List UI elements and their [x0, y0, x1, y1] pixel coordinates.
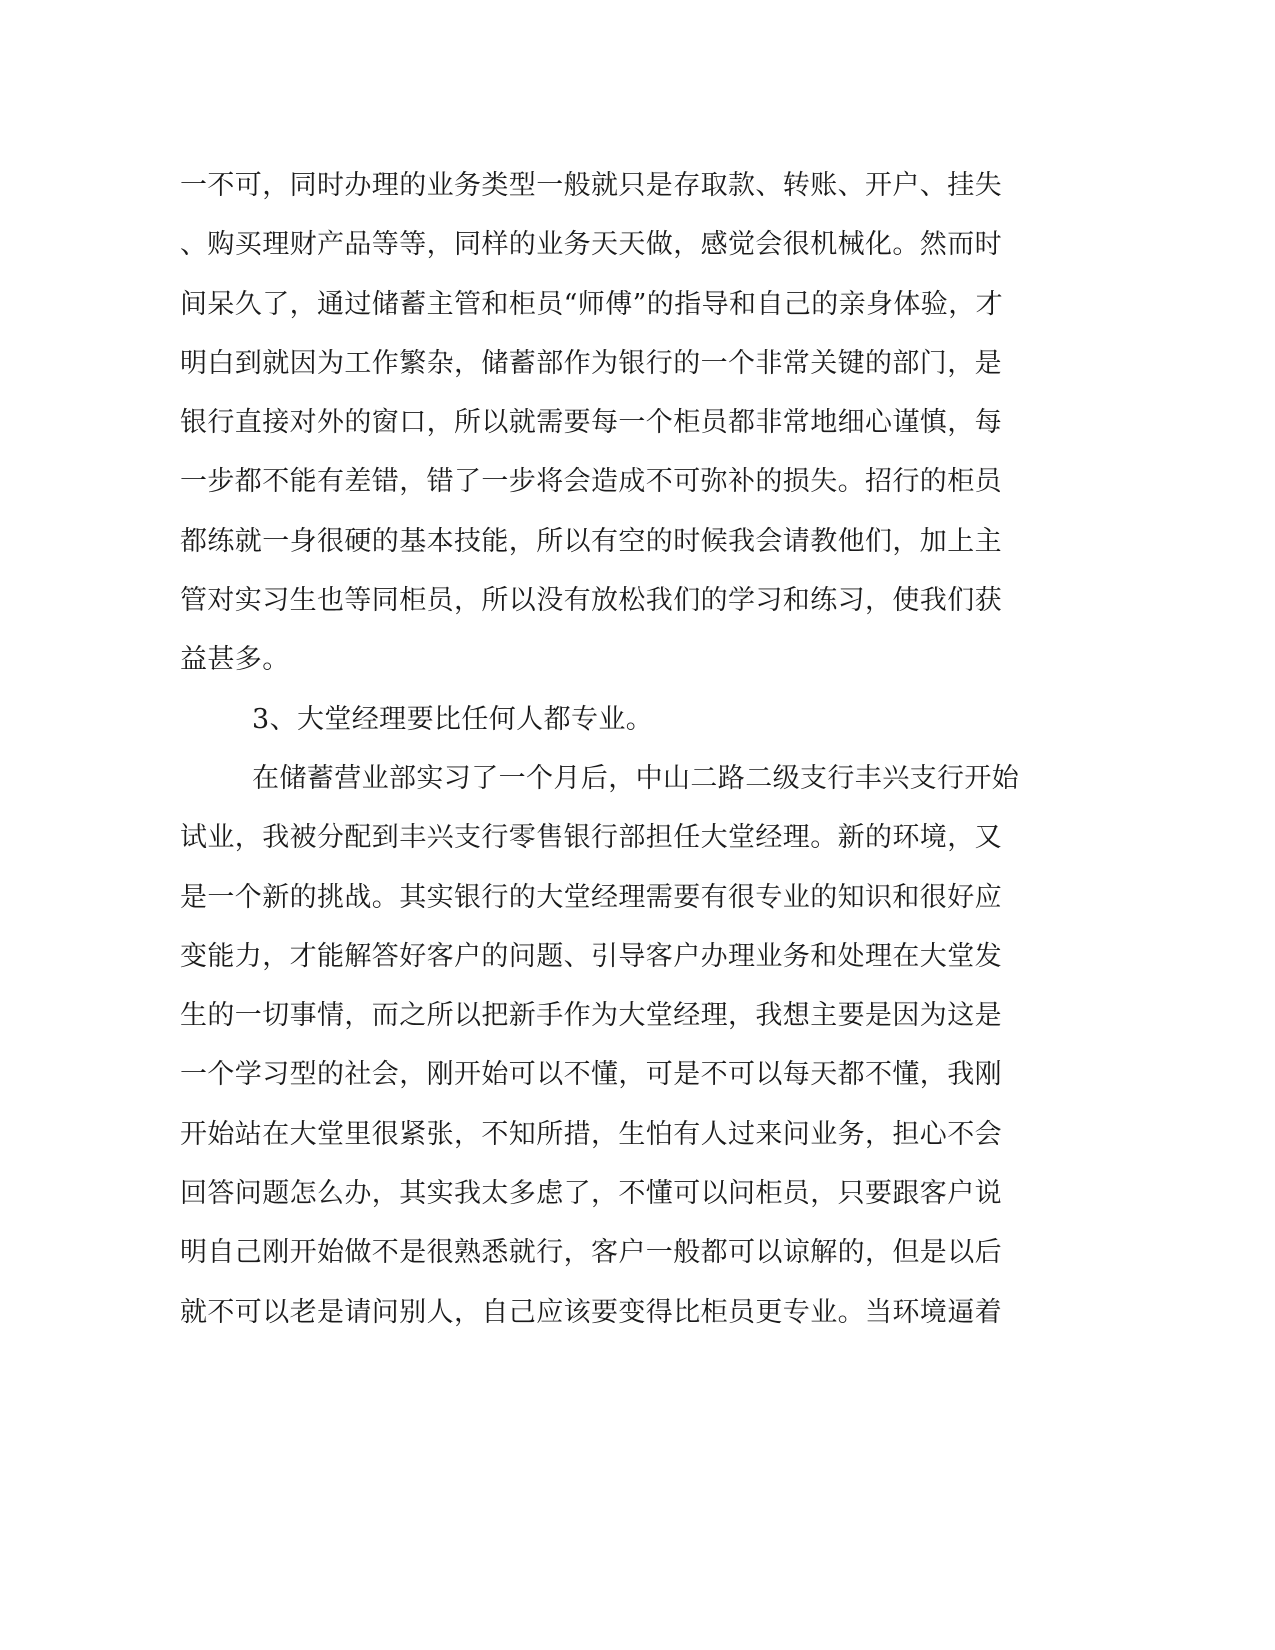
text-line: 一步都不能有差错，错了一步将会造成不可弥补的损失。招行的柜员: [180, 466, 1002, 498]
text-line: 都练就一身很硬的基本技能，所以有空的时候我会请教他们，加上主: [180, 525, 1002, 557]
text-line: 在储蓄营业部实习了一个月后，中山二路二级支行丰兴支行开始: [252, 762, 1020, 794]
text-line: 间呆久了，通过储蓄主管和柜员“师傅”的指导和自己的亲身体验，才: [180, 288, 1004, 320]
text-line: 、购买理财产品等等，同样的业务天天做，感觉会很机械化。然而时: [180, 229, 1002, 261]
text-line: 一不可，同时办理的业务类型一般就只是存取款、转账、开户、挂失: [180, 170, 1002, 201]
text-line: 一个学习型的社会，刚开始可以不懂，可是不可以每天都不懂，我刚: [180, 1059, 1002, 1091]
text-line: 就不可以老是请问别人，自己应该要变得比柜员更专业。当环境逼着: [180, 1296, 1002, 1328]
text-line: 明白到就因为工作繁杂，储蓄部作为银行的一个非常关键的部门，是: [180, 347, 1002, 379]
text-line: 管对实习生也等同柜员，所以没有放松我们的学习和练习，使我们获: [180, 585, 1002, 617]
text-line: 3、大堂经理要比任何人都专业。: [252, 703, 654, 735]
text-line: 试业，我被分配到丰兴支行零售银行部担任大堂经理。新的环境，又: [180, 822, 1002, 854]
text-line: 开始站在大堂里很紧张，不知所措，生怕有人过来问业务，担心不会: [180, 1118, 1002, 1150]
text-line: 银行直接对外的窗口，所以就需要每一个柜员都非常地细心谨慎，每: [180, 407, 1002, 439]
text-line: 是一个新的挑战。其实银行的大堂经理需要有很专业的知识和很好应: [180, 881, 1002, 913]
text-line: 明自己刚开始做不是很熟悉就行，客户一般都可以谅解的，但是以后: [180, 1237, 1002, 1269]
text-line: 生的一切事情，而之所以把新手作为大堂经理，我想主要是因为这是: [180, 1000, 1002, 1032]
text-line: 益甚多。: [180, 644, 290, 676]
text-line: 变能力，才能解答好客户的问题、引导客户办理业务和处理在大堂发: [180, 940, 1002, 972]
body-text: [180, 156, 1090, 1342]
text-line: 回答问题怎么办，其实我太多虑了，不懂可以问柜员，只要跟客户说: [180, 1178, 1002, 1210]
